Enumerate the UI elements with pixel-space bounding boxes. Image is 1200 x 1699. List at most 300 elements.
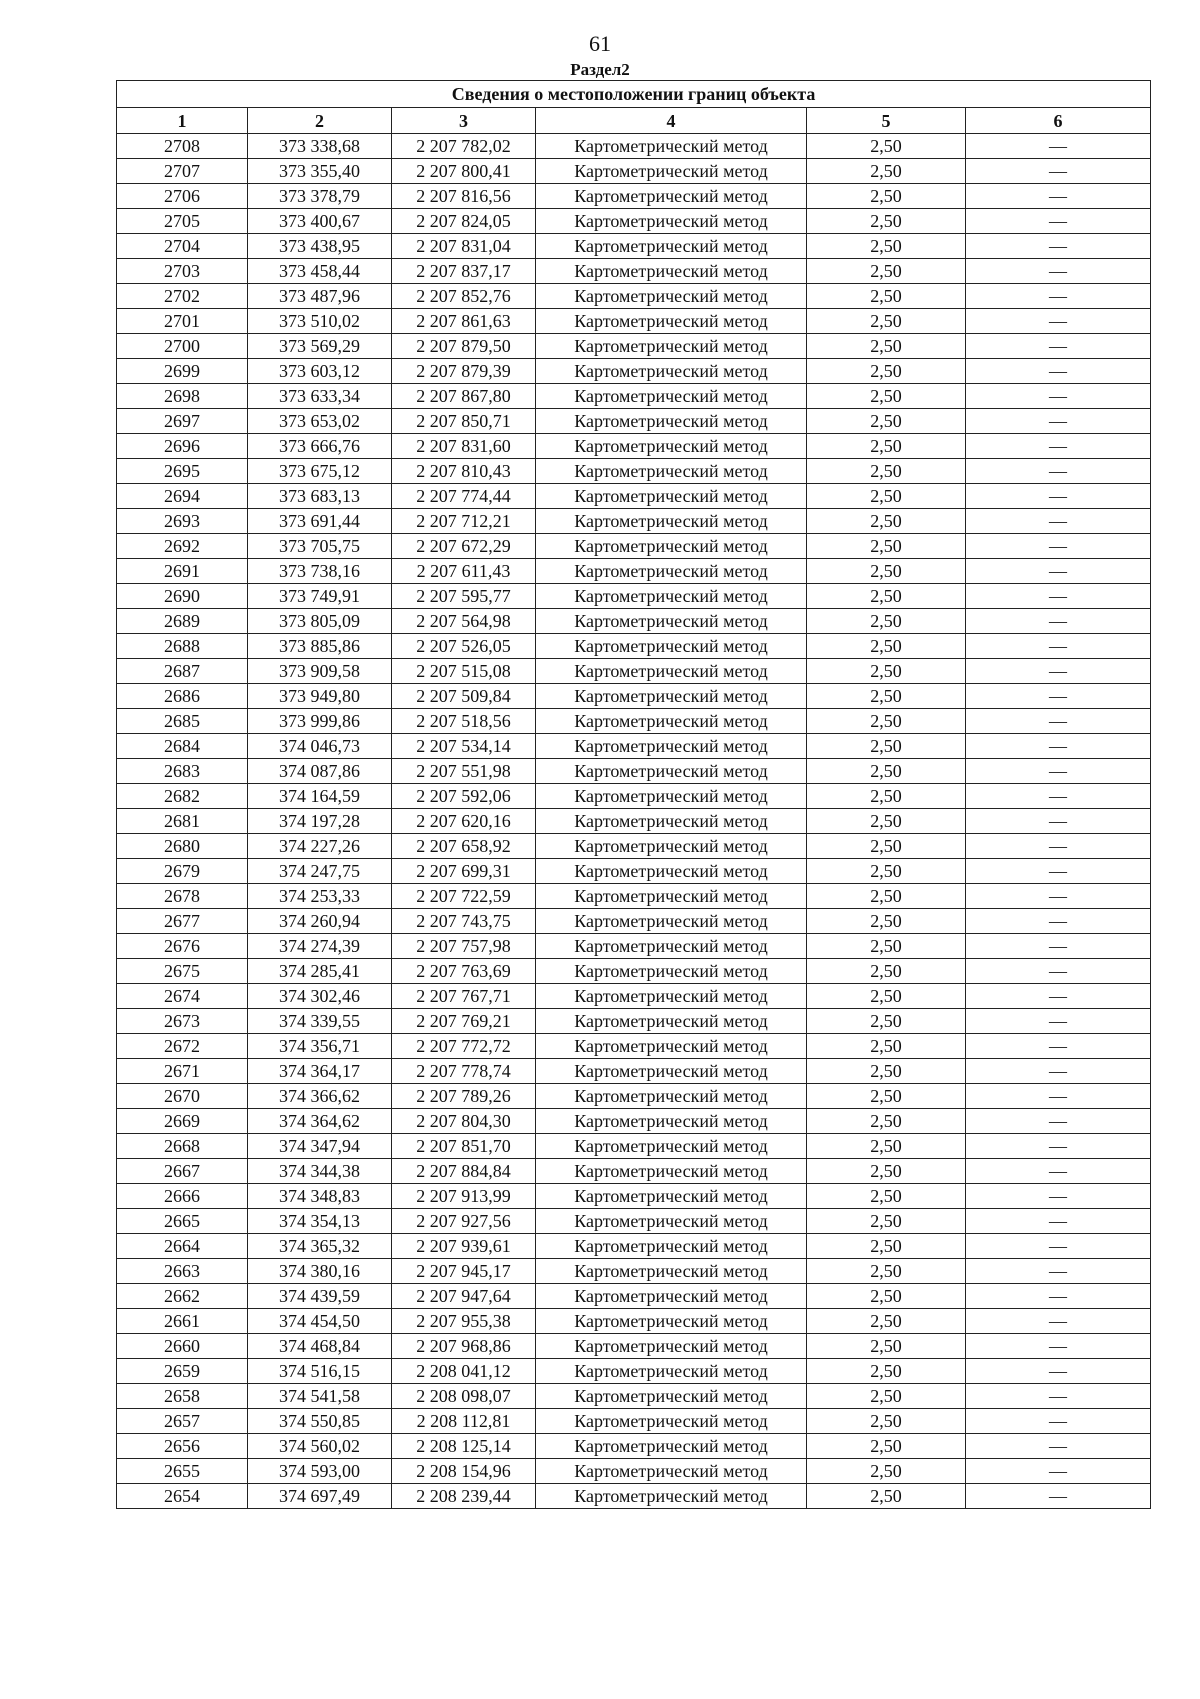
table-row [117, 909, 1151, 934]
method-cell: Картометрический метод [536, 259, 807, 284]
x-coordinate-cell: 374 164,59 [248, 784, 392, 809]
point-number-cell: 2656 [117, 1434, 248, 1459]
description-cell: — [966, 1184, 1151, 1209]
x-coordinate-cell: 374 260,94 [248, 909, 392, 934]
point-number-cell: 2671 [117, 1059, 248, 1084]
accuracy-cell: 2,50 [807, 959, 966, 984]
table-row [117, 1384, 1151, 1409]
point-number-cell: 2699 [117, 359, 248, 384]
x-coordinate-cell: 374 364,17 [248, 1059, 392, 1084]
y-coordinate-cell: 2 207 767,71 [392, 984, 536, 1009]
method-cell: Картометрический метод [536, 734, 807, 759]
accuracy-cell: 2,50 [807, 884, 966, 909]
table-row [117, 609, 1151, 634]
method-cell: Картометрический метод [536, 1234, 807, 1259]
method-cell: Картометрический метод [536, 284, 807, 309]
method-cell: Картометрический метод [536, 859, 807, 884]
table-row [117, 784, 1151, 809]
description-cell: — [966, 1034, 1151, 1059]
description-cell: — [966, 659, 1151, 684]
point-number-cell: 2666 [117, 1184, 248, 1209]
point-number-cell: 2667 [117, 1159, 248, 1184]
description-cell: — [966, 459, 1151, 484]
table-row [117, 209, 1151, 234]
method-cell: Картометрический метод [536, 984, 807, 1009]
method-cell: Картометрический метод [536, 759, 807, 784]
table-row [117, 359, 1151, 384]
point-number-cell: 2698 [117, 384, 248, 409]
x-coordinate-cell: 374 541,58 [248, 1384, 392, 1409]
y-coordinate-cell: 2 207 515,08 [392, 659, 536, 684]
table-row [117, 284, 1151, 309]
point-number-cell: 2663 [117, 1259, 248, 1284]
accuracy-cell: 2,50 [807, 734, 966, 759]
y-coordinate-cell: 2 207 757,98 [392, 934, 536, 959]
table-row [117, 934, 1151, 959]
method-cell: Картометрический метод [536, 709, 807, 734]
x-coordinate-cell: 373 653,02 [248, 409, 392, 434]
method-cell: Картометрический метод [536, 1384, 807, 1409]
y-coordinate-cell: 2 207 722,59 [392, 884, 536, 909]
method-cell: Картометрический метод [536, 409, 807, 434]
description-cell: — [966, 559, 1151, 584]
point-number-cell: 2705 [117, 209, 248, 234]
accuracy-cell: 2,50 [807, 1084, 966, 1109]
description-cell: — [966, 509, 1151, 534]
description-cell: — [966, 159, 1151, 184]
method-cell: Картометрический метод [536, 834, 807, 859]
point-number-cell: 2660 [117, 1334, 248, 1359]
table-row [117, 184, 1151, 209]
table-row [117, 759, 1151, 784]
description-cell: — [966, 534, 1151, 559]
y-coordinate-cell: 2 207 850,71 [392, 409, 536, 434]
description-cell: — [966, 134, 1151, 159]
y-coordinate-cell: 2 207 551,98 [392, 759, 536, 784]
y-coordinate-cell: 2 207 816,56 [392, 184, 536, 209]
point-number-cell: 2693 [117, 509, 248, 534]
accuracy-cell: 2,50 [807, 584, 966, 609]
x-coordinate-cell: 373 675,12 [248, 459, 392, 484]
accuracy-cell: 2,50 [807, 509, 966, 534]
column-header: 3 [392, 108, 536, 134]
accuracy-cell: 2,50 [807, 1259, 966, 1284]
y-coordinate-cell: 2 207 879,39 [392, 359, 536, 384]
x-coordinate-cell: 373 949,80 [248, 684, 392, 709]
y-coordinate-cell: 2 207 939,61 [392, 1234, 536, 1259]
point-number-cell: 2706 [117, 184, 248, 209]
method-cell: Картометрический метод [536, 309, 807, 334]
description-cell: — [966, 709, 1151, 734]
description-cell: — [966, 1059, 1151, 1084]
table-caption: Сведения о местоположении границ объекта [117, 81, 1151, 108]
accuracy-cell: 2,50 [807, 484, 966, 509]
table-row [117, 734, 1151, 759]
x-coordinate-cell: 374 468,84 [248, 1334, 392, 1359]
method-cell: Картометрический метод [536, 1009, 807, 1034]
y-coordinate-cell: 2 207 824,05 [392, 209, 536, 234]
accuracy-cell: 2,50 [807, 309, 966, 334]
y-coordinate-cell: 2 207 955,38 [392, 1309, 536, 1334]
accuracy-cell: 2,50 [807, 609, 966, 634]
description-cell: — [966, 359, 1151, 384]
point-number-cell: 2674 [117, 984, 248, 1009]
point-number-cell: 2696 [117, 434, 248, 459]
point-number-cell: 2702 [117, 284, 248, 309]
description-cell: — [966, 909, 1151, 934]
method-cell: Картометрический метод [536, 434, 807, 459]
method-cell: Картометрический метод [536, 1209, 807, 1234]
description-cell: — [966, 584, 1151, 609]
x-coordinate-cell: 373 338,68 [248, 134, 392, 159]
method-cell: Картометрический метод [536, 1184, 807, 1209]
point-number-cell: 2708 [117, 134, 248, 159]
accuracy-cell: 2,50 [807, 1284, 966, 1309]
point-number-cell: 2657 [117, 1409, 248, 1434]
method-cell: Картометрический метод [536, 234, 807, 259]
y-coordinate-cell: 2 207 620,16 [392, 809, 536, 834]
accuracy-cell: 2,50 [807, 134, 966, 159]
description-cell: — [966, 384, 1151, 409]
x-coordinate-cell: 374 274,39 [248, 934, 392, 959]
table-row [117, 1034, 1151, 1059]
x-coordinate-cell: 373 633,34 [248, 384, 392, 409]
method-cell: Картометрический метод [536, 1259, 807, 1284]
table-row [117, 509, 1151, 534]
description-cell: — [966, 234, 1151, 259]
x-coordinate-cell: 373 805,09 [248, 609, 392, 634]
point-number-cell: 2677 [117, 909, 248, 934]
accuracy-cell: 2,50 [807, 209, 966, 234]
table-row [117, 684, 1151, 709]
x-coordinate-cell: 374 364,62 [248, 1109, 392, 1134]
method-cell: Картометрический метод [536, 634, 807, 659]
accuracy-cell: 2,50 [807, 1234, 966, 1259]
description-cell: — [966, 859, 1151, 884]
description-cell: — [966, 1459, 1151, 1484]
point-number-cell: 2694 [117, 484, 248, 509]
description-cell: — [966, 834, 1151, 859]
method-cell: Картометрический метод [536, 1309, 807, 1334]
point-number-cell: 2700 [117, 334, 248, 359]
table-row [117, 1334, 1151, 1359]
column-header: 5 [807, 108, 966, 134]
method-cell: Картометрический метод [536, 1084, 807, 1109]
method-cell: Картометрический метод [536, 1359, 807, 1384]
table-row [117, 259, 1151, 284]
description-cell: — [966, 334, 1151, 359]
y-coordinate-cell: 2 208 098,07 [392, 1384, 536, 1409]
x-coordinate-cell: 373 510,02 [248, 309, 392, 334]
accuracy-cell: 2,50 [807, 359, 966, 384]
table-row [117, 1434, 1151, 1459]
y-coordinate-cell: 2 207 592,06 [392, 784, 536, 809]
description-cell: — [966, 1234, 1151, 1259]
section-title: Раздел2 [570, 60, 630, 79]
y-coordinate-cell: 2 207 789,26 [392, 1084, 536, 1109]
table-row [117, 709, 1151, 734]
accuracy-cell: 2,50 [807, 1184, 966, 1209]
accuracy-cell: 2,50 [807, 259, 966, 284]
accuracy-cell: 2,50 [807, 334, 966, 359]
method-cell: Картометрический метод [536, 1059, 807, 1084]
table-row [117, 1234, 1151, 1259]
x-coordinate-cell: 374 046,73 [248, 734, 392, 759]
method-cell: Картометрический метод [536, 509, 807, 534]
table-row [117, 1184, 1151, 1209]
description-cell: — [966, 1434, 1151, 1459]
method-cell: Картометрический метод [536, 359, 807, 384]
y-coordinate-cell: 2 207 879,50 [392, 334, 536, 359]
description-cell: — [966, 1334, 1151, 1359]
y-coordinate-cell: 2 207 509,84 [392, 684, 536, 709]
table-row [117, 1459, 1151, 1484]
x-coordinate-cell: 374 285,41 [248, 959, 392, 984]
y-coordinate-cell: 2 207 851,70 [392, 1134, 536, 1159]
point-number-cell: 2684 [117, 734, 248, 759]
x-coordinate-cell: 374 593,00 [248, 1459, 392, 1484]
point-number-cell: 2707 [117, 159, 248, 184]
x-coordinate-cell: 374 247,75 [248, 859, 392, 884]
description-cell: — [966, 1384, 1151, 1409]
y-coordinate-cell: 2 207 526,05 [392, 634, 536, 659]
table-row [117, 859, 1151, 884]
description-cell: — [966, 1084, 1151, 1109]
method-cell: Картометрический метод [536, 1159, 807, 1184]
table-row [117, 1009, 1151, 1034]
table-row [117, 134, 1151, 159]
page-number: 61 [589, 31, 611, 56]
table-row [117, 659, 1151, 684]
x-coordinate-cell: 374 380,16 [248, 1259, 392, 1284]
point-number-cell: 2695 [117, 459, 248, 484]
x-coordinate-cell: 374 550,85 [248, 1409, 392, 1434]
method-cell: Картометрический метод [536, 909, 807, 934]
x-coordinate-cell: 374 454,50 [248, 1309, 392, 1334]
accuracy-cell: 2,50 [807, 784, 966, 809]
method-cell: Картометрический метод [536, 1334, 807, 1359]
table-row [117, 634, 1151, 659]
accuracy-cell: 2,50 [807, 1109, 966, 1134]
method-cell: Картометрический метод [536, 684, 807, 709]
table-row [117, 1409, 1151, 1434]
table-row [117, 409, 1151, 434]
point-number-cell: 2697 [117, 409, 248, 434]
accuracy-cell: 2,50 [807, 284, 966, 309]
y-coordinate-cell: 2 208 154,96 [392, 1459, 536, 1484]
column-header: 1 [117, 108, 248, 134]
point-number-cell: 2685 [117, 709, 248, 734]
description-cell: — [966, 1134, 1151, 1159]
method-cell: Картометрический метод [536, 1284, 807, 1309]
table-row [117, 1359, 1151, 1384]
x-coordinate-cell: 373 603,12 [248, 359, 392, 384]
x-coordinate-cell: 373 487,96 [248, 284, 392, 309]
description-cell: — [966, 409, 1151, 434]
x-coordinate-cell: 374 697,49 [248, 1484, 392, 1509]
y-coordinate-cell: 2 207 699,31 [392, 859, 536, 884]
table-row [117, 309, 1151, 334]
table-row [117, 959, 1151, 984]
y-coordinate-cell: 2 207 774,44 [392, 484, 536, 509]
point-number-cell: 2670 [117, 1084, 248, 1109]
description-cell: — [966, 309, 1151, 334]
description-cell: — [966, 984, 1151, 1009]
method-cell: Картометрический метод [536, 209, 807, 234]
table-row [117, 1159, 1151, 1184]
table-row [117, 459, 1151, 484]
table-row [117, 1134, 1151, 1159]
table-row [117, 384, 1151, 409]
column-header: 2 [248, 108, 392, 134]
accuracy-cell: 2,50 [807, 634, 966, 659]
x-coordinate-cell: 373 691,44 [248, 509, 392, 534]
x-coordinate-cell: 373 683,13 [248, 484, 392, 509]
method-cell: Картометрический метод [536, 559, 807, 584]
accuracy-cell: 2,50 [807, 1484, 966, 1509]
x-coordinate-cell: 374 302,46 [248, 984, 392, 1009]
point-number-cell: 2664 [117, 1234, 248, 1259]
method-cell: Картометрический метод [536, 1459, 807, 1484]
method-cell: Картометрический метод [536, 609, 807, 634]
point-number-cell: 2692 [117, 534, 248, 559]
table-row [117, 834, 1151, 859]
y-coordinate-cell: 2 207 611,43 [392, 559, 536, 584]
description-cell: — [966, 1309, 1151, 1334]
x-coordinate-cell: 374 347,94 [248, 1134, 392, 1159]
point-number-cell: 2703 [117, 259, 248, 284]
table-row [117, 1484, 1151, 1509]
x-coordinate-cell: 373 909,58 [248, 659, 392, 684]
point-number-cell: 2678 [117, 884, 248, 909]
method-cell: Картометрический метод [536, 659, 807, 684]
point-number-cell: 2654 [117, 1484, 248, 1509]
point-number-cell: 2662 [117, 1284, 248, 1309]
table-row [117, 484, 1151, 509]
accuracy-cell: 2,50 [807, 934, 966, 959]
accuracy-cell: 2,50 [807, 1134, 966, 1159]
method-cell: Картометрический метод [536, 384, 807, 409]
x-coordinate-cell: 373 378,79 [248, 184, 392, 209]
method-cell: Картометрический метод [536, 184, 807, 209]
accuracy-cell: 2,50 [807, 1459, 966, 1484]
description-cell: — [966, 1009, 1151, 1034]
x-coordinate-cell: 373 458,44 [248, 259, 392, 284]
accuracy-cell: 2,50 [807, 1434, 966, 1459]
table-row [117, 984, 1151, 1009]
y-coordinate-cell: 2 208 125,14 [392, 1434, 536, 1459]
description-cell: — [966, 759, 1151, 784]
x-coordinate-cell: 374 344,38 [248, 1159, 392, 1184]
method-cell: Картометрический метод [536, 959, 807, 984]
table-row [117, 584, 1151, 609]
accuracy-cell: 2,50 [807, 534, 966, 559]
x-coordinate-cell: 373 885,86 [248, 634, 392, 659]
accuracy-cell: 2,50 [807, 684, 966, 709]
x-coordinate-cell: 374 365,32 [248, 1234, 392, 1259]
accuracy-cell: 2,50 [807, 909, 966, 934]
accuracy-cell: 2,50 [807, 234, 966, 259]
table-row [117, 1309, 1151, 1334]
point-number-cell: 2704 [117, 234, 248, 259]
table-row [117, 534, 1151, 559]
method-cell: Картометрический метод [536, 159, 807, 184]
x-coordinate-cell: 373 666,76 [248, 434, 392, 459]
y-coordinate-cell: 2 207 861,63 [392, 309, 536, 334]
point-number-cell: 2658 [117, 1384, 248, 1409]
accuracy-cell: 2,50 [807, 809, 966, 834]
point-number-cell: 2686 [117, 684, 248, 709]
x-coordinate-cell: 373 400,67 [248, 209, 392, 234]
x-coordinate-cell: 374 516,15 [248, 1359, 392, 1384]
accuracy-cell: 2,50 [807, 834, 966, 859]
x-coordinate-cell: 374 348,83 [248, 1184, 392, 1209]
column-header: 4 [536, 108, 807, 134]
point-number-cell: 2682 [117, 784, 248, 809]
description-cell: — [966, 1284, 1151, 1309]
method-cell: Картометрический метод [536, 584, 807, 609]
accuracy-cell: 2,50 [807, 559, 966, 584]
method-cell: Картометрический метод [536, 134, 807, 159]
description-cell: — [966, 959, 1151, 984]
point-number-cell: 2661 [117, 1309, 248, 1334]
description-cell: — [966, 1259, 1151, 1284]
description-cell: — [966, 1409, 1151, 1434]
description-cell: — [966, 634, 1151, 659]
y-coordinate-cell: 2 207 518,56 [392, 709, 536, 734]
description-cell: — [966, 284, 1151, 309]
accuracy-cell: 2,50 [807, 409, 966, 434]
accuracy-cell: 2,50 [807, 384, 966, 409]
method-cell: Картометрический метод [536, 534, 807, 559]
y-coordinate-cell: 2 207 658,92 [392, 834, 536, 859]
accuracy-cell: 2,50 [807, 159, 966, 184]
y-coordinate-cell: 2 207 564,98 [392, 609, 536, 634]
y-coordinate-cell: 2 208 112,81 [392, 1409, 536, 1434]
y-coordinate-cell: 2 207 743,75 [392, 909, 536, 934]
x-coordinate-cell: 374 560,02 [248, 1434, 392, 1459]
y-coordinate-cell: 2 207 595,77 [392, 584, 536, 609]
accuracy-cell: 2,50 [807, 1009, 966, 1034]
table-row [117, 809, 1151, 834]
y-coordinate-cell: 2 207 837,17 [392, 259, 536, 284]
description-cell: — [966, 1109, 1151, 1134]
table-row [117, 1284, 1151, 1309]
table-row [117, 1109, 1151, 1134]
y-coordinate-cell: 2 207 534,14 [392, 734, 536, 759]
point-number-cell: 2679 [117, 859, 248, 884]
table-row [117, 159, 1151, 184]
description-cell: — [966, 1359, 1151, 1384]
table-body [117, 134, 1151, 1509]
accuracy-cell: 2,50 [807, 759, 966, 784]
method-cell: Картометрический метод [536, 1409, 807, 1434]
method-cell: Картометрический метод [536, 884, 807, 909]
x-coordinate-cell: 373 355,40 [248, 159, 392, 184]
table-row [117, 884, 1151, 909]
x-coordinate-cell: 373 438,95 [248, 234, 392, 259]
column-number-row [117, 108, 1151, 134]
x-coordinate-cell: 373 738,16 [248, 559, 392, 584]
accuracy-cell: 2,50 [807, 459, 966, 484]
table-row [117, 1259, 1151, 1284]
accuracy-cell: 2,50 [807, 1034, 966, 1059]
description-cell: — [966, 609, 1151, 634]
accuracy-cell: 2,50 [807, 1309, 966, 1334]
x-coordinate-cell: 374 197,28 [248, 809, 392, 834]
method-cell: Картометрический метод [536, 484, 807, 509]
x-coordinate-cell: 374 366,62 [248, 1084, 392, 1109]
